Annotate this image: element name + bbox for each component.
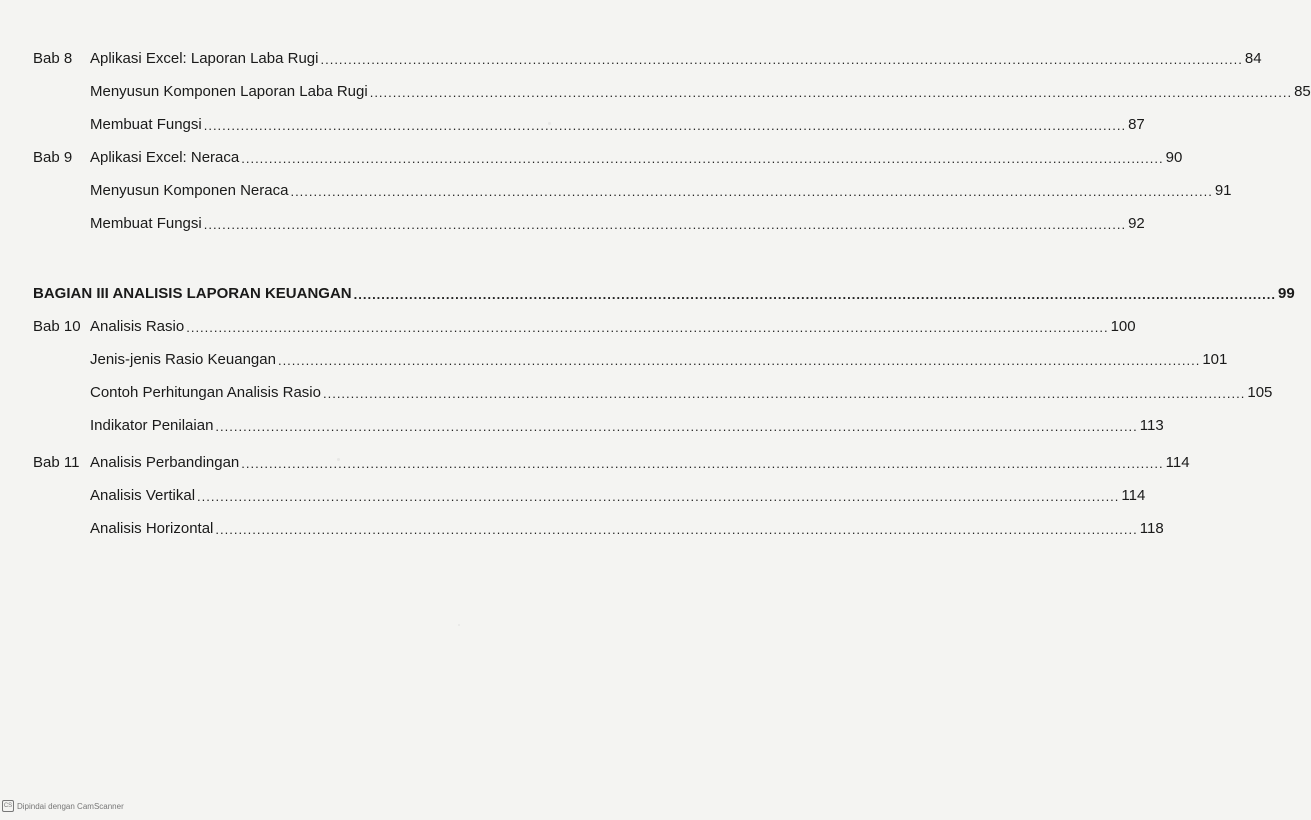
toc-entry-title: Analisis Rasio xyxy=(90,318,185,335)
toc-page-number: 114 xyxy=(1165,454,1190,471)
toc-entry-title: Membuat Fungsi xyxy=(90,116,202,133)
toc-entry xyxy=(90,209,1145,233)
scan-speck xyxy=(458,624,460,626)
toc-entry-title: Menyusun Komponen Laporan Laba Rugi xyxy=(90,83,368,100)
toc-page-number: 91 xyxy=(1214,182,1232,199)
toc-entry xyxy=(90,481,1146,505)
toc-entry-title: Jenis-jenis Rasio Keuangan xyxy=(90,351,276,368)
dot-leader: ........................................................................................................................................................................................................ xyxy=(277,353,1201,368)
watermark-text: Dipindai dengan CamScanner xyxy=(17,801,124,811)
camscanner-logo-icon: CS xyxy=(2,800,14,812)
toc-page-number: 84 xyxy=(1244,50,1262,67)
toc-entry xyxy=(90,345,1228,369)
toc-entry-title: Indikator Penilaian xyxy=(90,417,214,434)
dot-leader: ........................................................................................................................................................................................................ xyxy=(322,386,1246,401)
toc-entry-title: Aplikasi Excel: Laporan Laba Rugi xyxy=(90,50,319,67)
toc-page-number: 118 xyxy=(1139,520,1164,537)
toc-page-number: 99 xyxy=(1278,285,1295,302)
toc-page-number: 85 xyxy=(1294,83,1311,100)
toc-entry-title: Analisis Horizontal xyxy=(90,520,214,537)
toc-page-number: 92 xyxy=(1128,215,1145,232)
dot-leader: ........................................................................................................................................................................................................ xyxy=(203,118,1127,133)
scanner-watermark xyxy=(2,800,124,812)
toc-entry-title: Aplikasi Excel: Neraca xyxy=(90,149,240,166)
chapter-number: Bab 10 xyxy=(33,318,81,335)
toc-entry xyxy=(33,279,1295,303)
toc-page-number: 114 xyxy=(1121,487,1146,504)
toc-entry-title: Membuat Fungsi xyxy=(90,215,202,232)
dot-leader: ........................................................................................................................................................................................................ xyxy=(353,287,1276,302)
toc-entry-title: Menyusun Komponen Neraca xyxy=(90,182,289,199)
dot-leader: ........................................................................................................................................................................................................ xyxy=(186,320,1109,335)
toc-entry xyxy=(90,44,1262,68)
toc-page-number: 87 xyxy=(1128,116,1145,133)
toc-entry xyxy=(90,110,1145,134)
dot-leader: ........................................................................................................................................................................................................ xyxy=(369,85,1293,100)
toc-entry xyxy=(90,411,1164,435)
chapter-number: Bab 11 xyxy=(33,454,80,471)
toc-entry xyxy=(90,77,1311,101)
chapter-number: Bab 9 xyxy=(33,149,73,166)
toc-entry xyxy=(90,448,1190,472)
toc-entry xyxy=(90,514,1164,538)
dot-leader: ........................................................................................................................................................................................................ xyxy=(215,522,1138,537)
chapter-number: Bab 8 xyxy=(33,50,73,67)
toc-entry-title: Analisis Perbandingan xyxy=(90,454,240,471)
toc-entry xyxy=(90,143,1183,167)
toc-page-number: 90 xyxy=(1165,149,1183,166)
dot-leader: ........................................................................................................................................................................................................ xyxy=(320,52,1243,67)
dot-leader: ........................................................................................................................................................................................................ xyxy=(215,419,1138,434)
dot-leader: ........................................................................................................................................................................................................ xyxy=(197,489,1120,504)
toc-entry-title: Analisis Vertikal xyxy=(90,487,196,504)
dot-leader: ........................................................................................................................................................................................................ xyxy=(241,456,1164,471)
toc-entry xyxy=(90,312,1136,336)
dot-leader: ........................................................................................................................................................................................................ xyxy=(290,184,1213,199)
toc-entry xyxy=(90,176,1232,200)
toc-entry xyxy=(90,378,1273,402)
toc-page-number: 113 xyxy=(1139,417,1164,434)
dot-leader: ........................................................................................................................................................................................................ xyxy=(241,151,1164,166)
toc-entry-title: BAGIAN III ANALISIS LAPORAN KEUANGAN xyxy=(33,285,352,302)
toc-page-number: 101 xyxy=(1202,351,1228,368)
toc-page-number: 100 xyxy=(1110,318,1136,335)
toc-page-number: 105 xyxy=(1247,384,1273,401)
toc-entry-title: Contoh Perhitungan Analisis Rasio xyxy=(90,384,321,401)
dot-leader: ........................................................................................................................................................................................................ xyxy=(203,217,1127,232)
